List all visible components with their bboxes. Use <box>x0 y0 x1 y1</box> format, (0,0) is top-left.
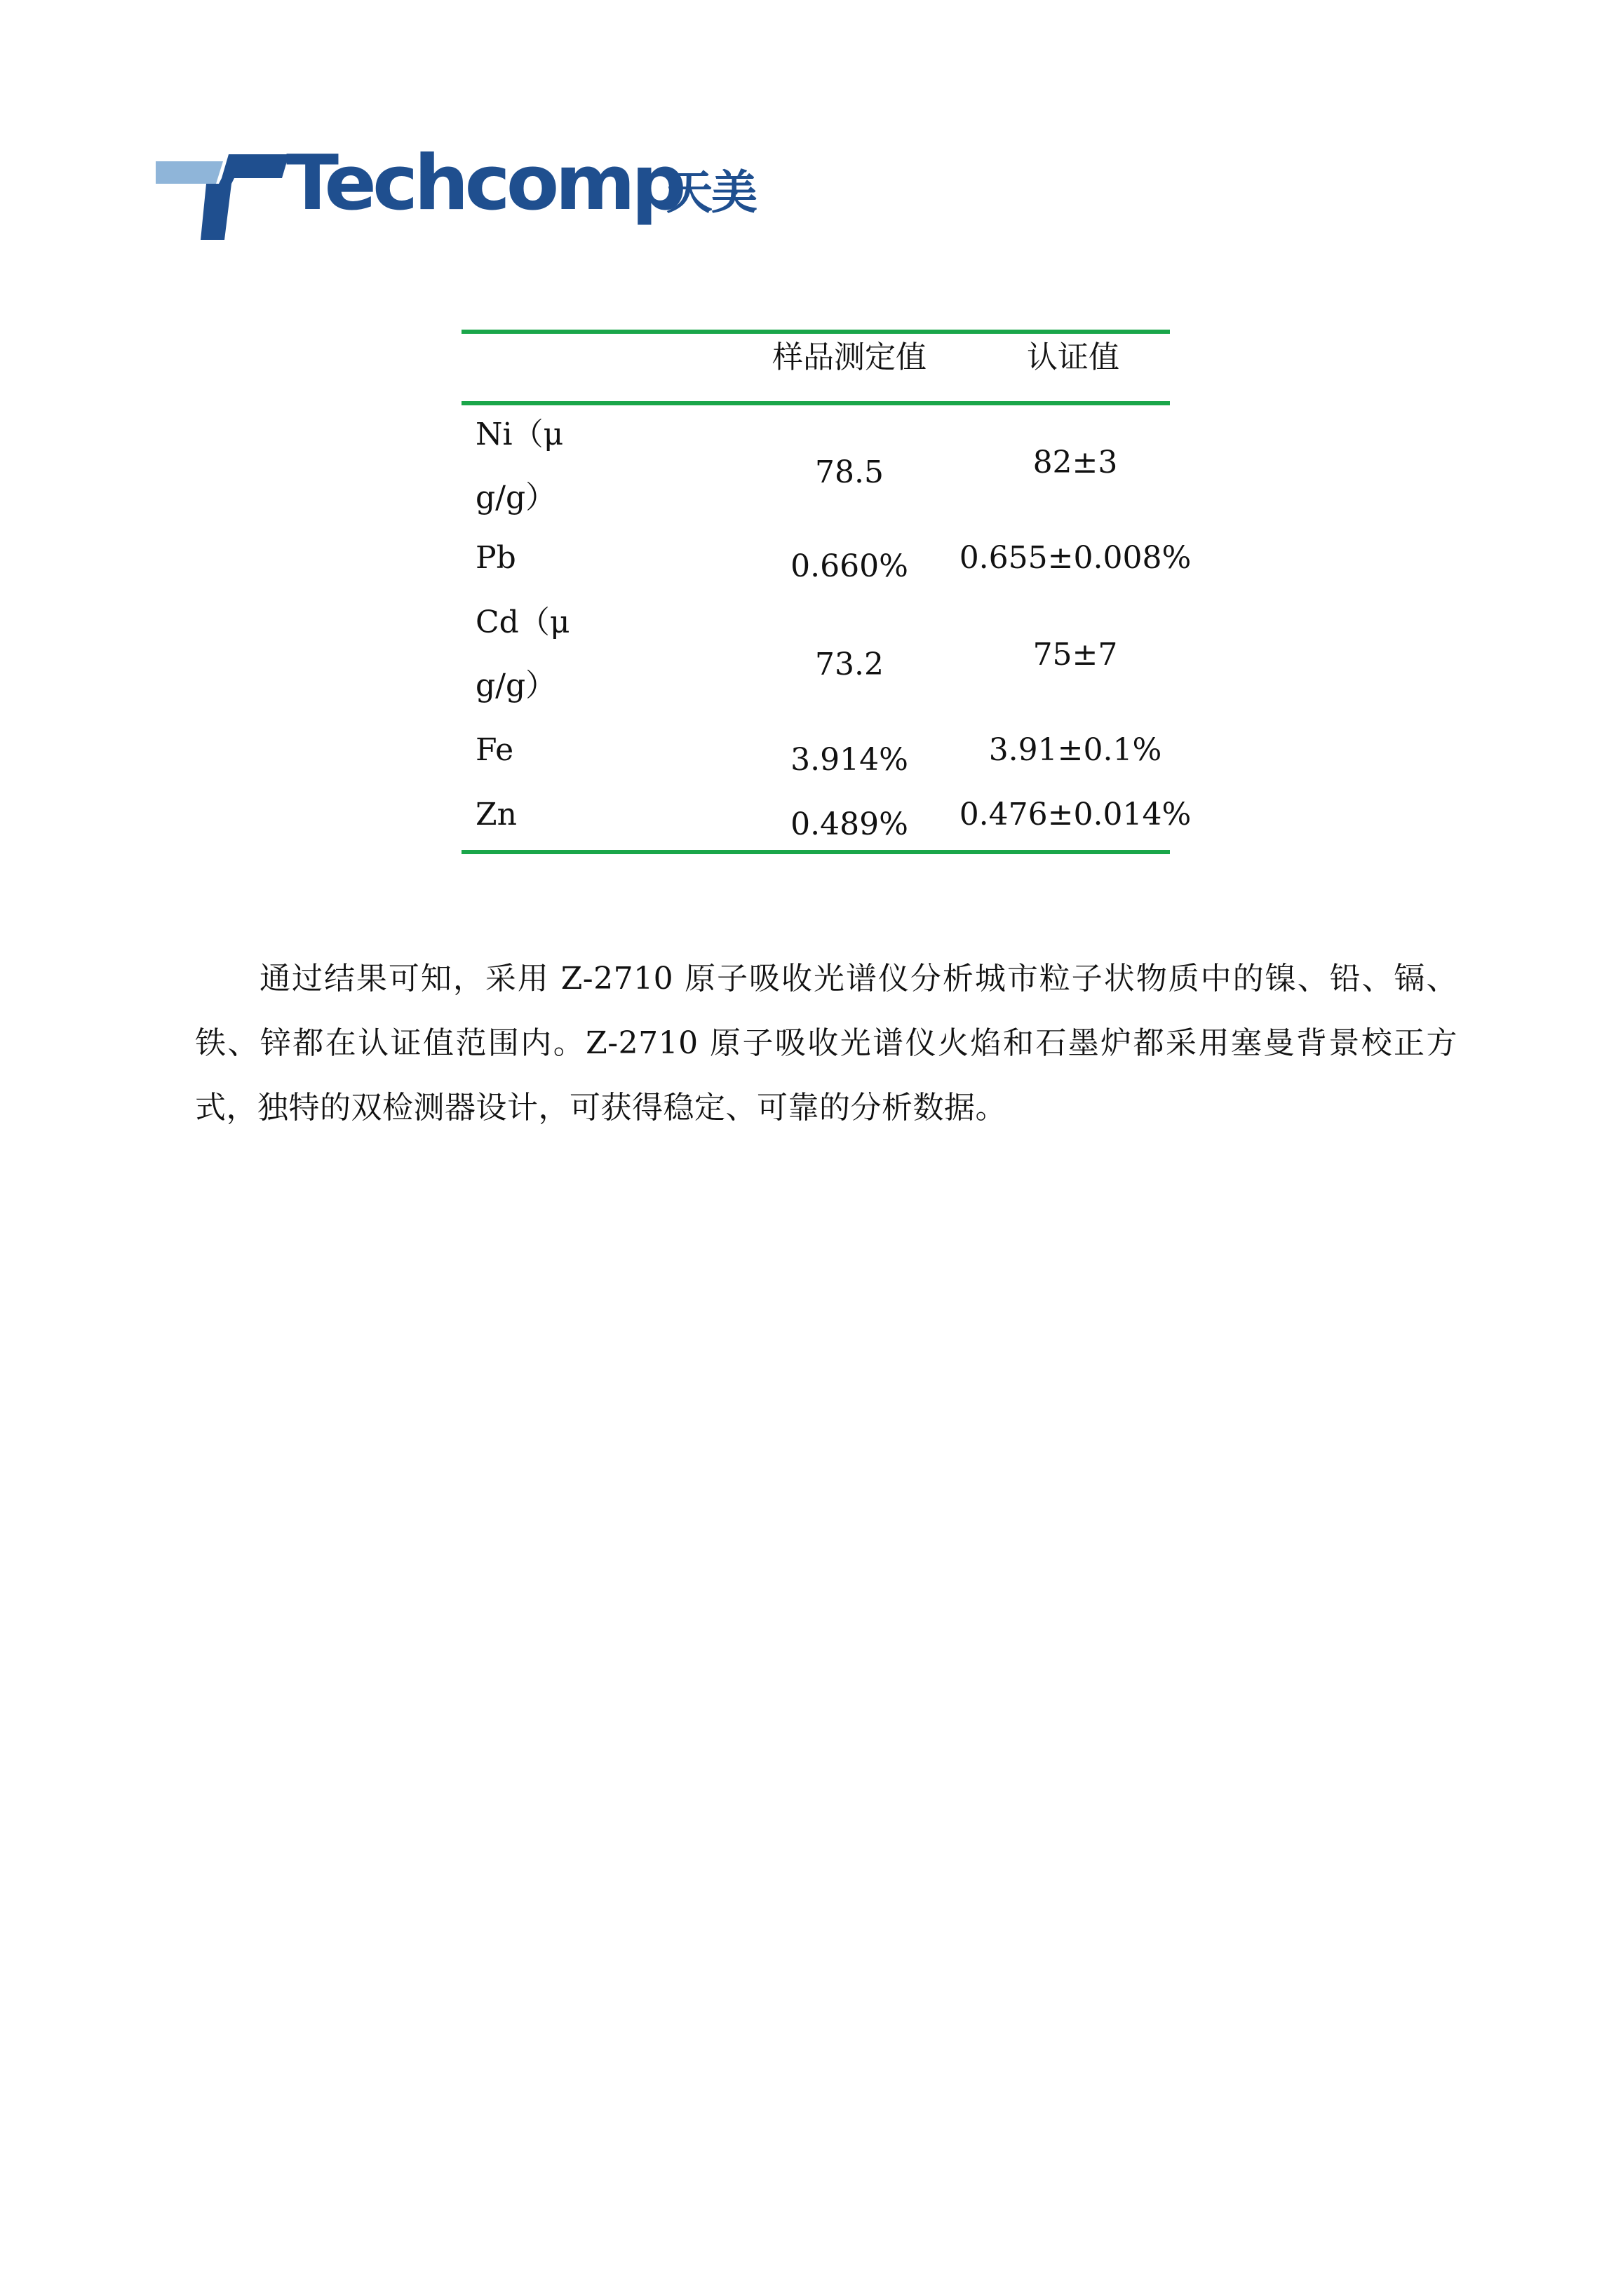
row-zn-name: Zn <box>476 797 517 832</box>
table-header <box>462 334 1170 401</box>
techcomp-t-mark-icon <box>156 153 289 240</box>
row-cd-certified: 75±7 <box>1032 637 1118 673</box>
results-table <box>462 330 1192 854</box>
header-certified-value: 认证值 <box>1027 339 1119 375</box>
row-pb-name: Pb <box>476 540 516 576</box>
row-zn-measured: 0.489% <box>790 806 908 842</box>
row-zn-certified: 0.476±0.014% <box>959 797 1192 832</box>
logo-chinese-name: 天美 <box>666 166 756 220</box>
row-ni-certified: 82±3 <box>1032 445 1118 480</box>
row-ni-measured: 78.5 <box>815 454 884 490</box>
row-pb-certified: 0.655±0.008% <box>959 540 1192 576</box>
row-cd-name-line1: Cd（μ <box>476 605 570 640</box>
row-ni-name-line1: Ni（μ <box>476 417 564 452</box>
row-cd-name-line2: g/g） <box>476 668 557 703</box>
row-fe-name: Fe <box>476 732 514 768</box>
row-fe-certified: 3.91±0.1% <box>988 732 1162 768</box>
table-body <box>462 405 1192 850</box>
header-measured-value: 样品测定值 <box>772 339 927 375</box>
row-pb-measured: 0.660% <box>790 548 908 584</box>
row-fe-measured: 3.914% <box>790 742 908 778</box>
row-ni-name-line2: g/g） <box>476 480 557 515</box>
table-bottom-rule <box>462 850 1170 854</box>
logo-wordmark: Techcomp <box>286 139 682 227</box>
conclusion-paragraph: 通过结果可知，采用 Z-2710 原子吸收光谱仪分析城市粒子状物质中的镍、铅、镉、铁、锌都在认证值范围内。Z-2710 原子吸收光谱仪火焰和石墨炉都采用塞曼背景校正方式，独特的双检测器设计，可获得稳定、可靠的分析数据。 <box>195 961 1457 1126</box>
techcomp-logo <box>156 139 801 240</box>
row-cd-measured: 73.2 <box>815 647 884 682</box>
